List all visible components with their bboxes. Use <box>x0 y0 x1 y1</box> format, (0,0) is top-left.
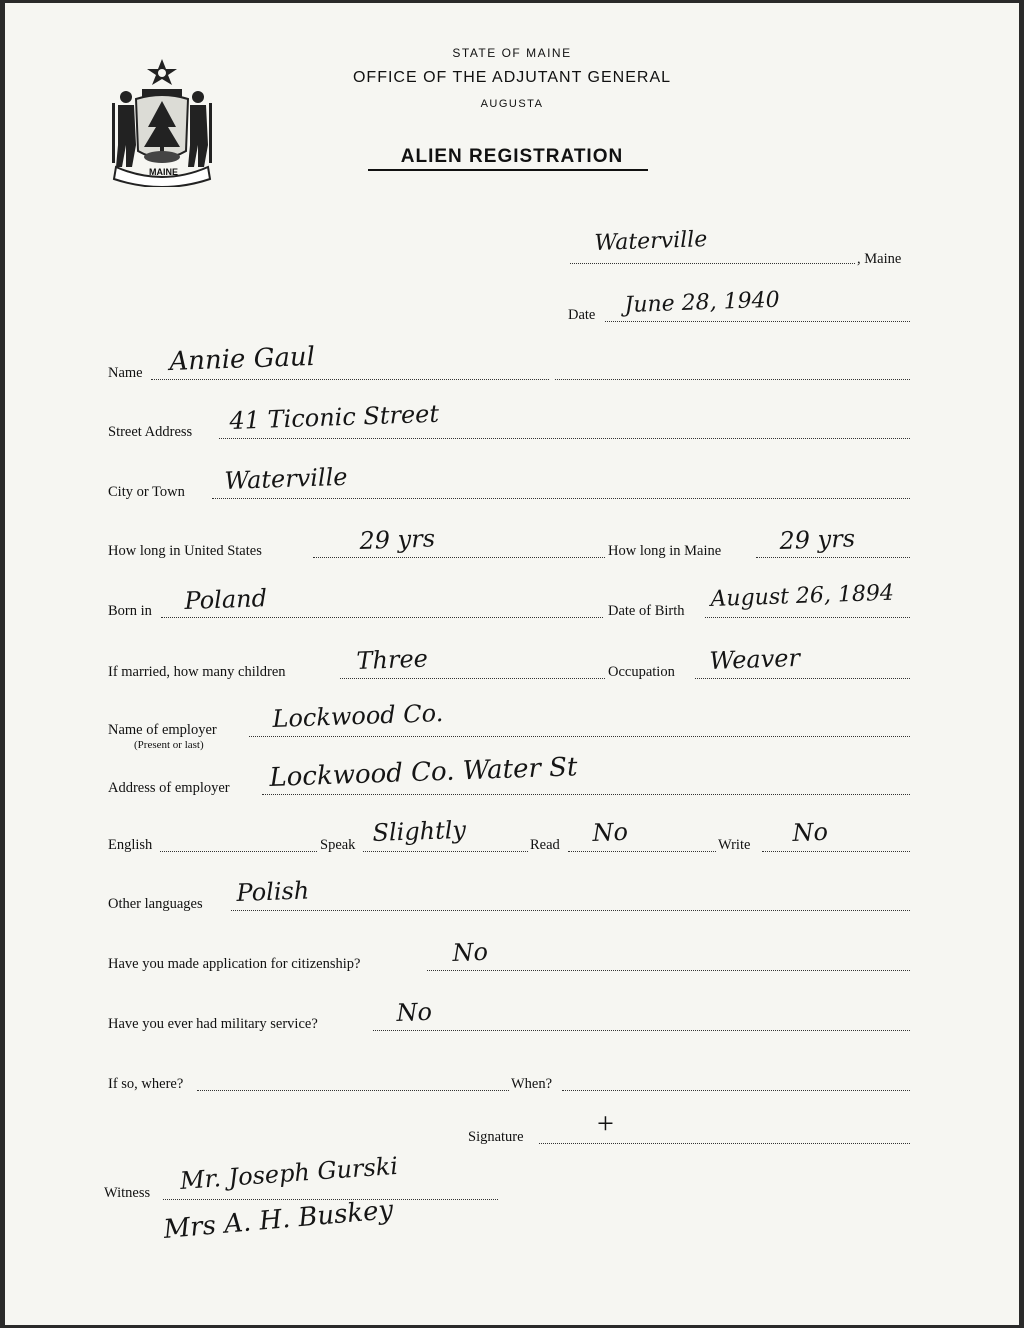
employer-address-line <box>262 794 910 795</box>
children-line <box>340 678 605 679</box>
employer-label: Name of employer <box>108 722 217 738</box>
witness-label: Witness <box>104 1185 151 1201</box>
maine-duration-field[interactable]: 29 yrs <box>779 524 856 555</box>
children-label: If married, how many children <box>108 664 286 680</box>
employer-field[interactable]: Lockwood Co. <box>272 699 444 733</box>
state-heading: STATE OF MAINE <box>452 46 572 60</box>
employer-address-label: Address of employer <box>108 780 230 796</box>
city-heading: AUGUSTA <box>480 98 544 110</box>
name-field-line <box>151 379 549 380</box>
read-label: Read <box>530 837 560 853</box>
date-field[interactable]: June 28, 1940 <box>624 287 781 318</box>
city-label: City or Town <box>108 484 185 500</box>
employer-note: (Present or last) <box>134 739 204 751</box>
street-label: Street Address <box>108 424 193 440</box>
signature-label: Signature <box>468 1129 524 1145</box>
where-line <box>197 1090 509 1091</box>
signature-mark[interactable]: + <box>597 1107 614 1140</box>
page-title: ALIEN REGISTRATION <box>400 146 624 167</box>
office-heading: OFFICE OF THE ADJUTANT GENERAL <box>352 69 672 86</box>
english-line <box>160 851 317 852</box>
born-in-line <box>161 617 603 618</box>
date-label: Date <box>568 307 596 323</box>
read-field[interactable]: No <box>592 817 629 847</box>
other-languages-field[interactable]: Polish <box>236 876 310 907</box>
town-field-line <box>570 263 855 264</box>
dob-label: Date of Birth <box>608 603 685 619</box>
write-line <box>762 851 910 852</box>
maine-duration-label: How long in Maine <box>608 543 722 559</box>
date-field-line <box>605 321 910 322</box>
citizenship-label: Have you made application for citizenship? <box>108 956 361 972</box>
name-label: Name <box>108 365 143 381</box>
read-line <box>568 851 716 852</box>
us-duration-label: How long in United States <box>108 543 262 559</box>
employer-line <box>249 736 910 737</box>
us-duration-field[interactable]: 29 yrs <box>359 524 436 555</box>
occupation-line <box>695 678 910 679</box>
military-label: Have you ever had military service? <box>108 1016 318 1032</box>
city-field[interactable]: Waterville <box>224 462 348 495</box>
english-label: English <box>108 837 153 853</box>
occupation-field[interactable]: Weaver <box>709 643 801 675</box>
witness-2-field[interactable]: Mrs A. H. Buskey <box>162 1195 395 1245</box>
write-field[interactable]: No <box>792 817 829 847</box>
street-field[interactable]: 41 Ticonic Street <box>229 399 440 435</box>
name-field-line-2 <box>555 379 910 380</box>
dob-field[interactable]: August 26, 1894 <box>710 580 895 612</box>
us-duration-line <box>313 557 605 558</box>
speak-label: Speak <box>320 837 356 853</box>
name-field[interactable]: Annie Gaul <box>168 341 316 377</box>
children-field[interactable]: Three <box>356 644 429 675</box>
speak-line <box>363 851 528 852</box>
where-label: If so, where? <box>108 1076 184 1092</box>
occupation-label: Occupation <box>608 664 675 680</box>
employer-address-field[interactable]: Lockwood Co. Water St <box>268 752 578 793</box>
military-field[interactable]: No <box>396 997 433 1027</box>
maine-duration-line <box>756 557 910 558</box>
write-label: Write <box>718 837 751 853</box>
citizenship-line <box>427 970 910 971</box>
witness-1-field[interactable]: Mr. Joseph Gurski <box>179 1151 399 1195</box>
other-languages-line <box>231 910 910 911</box>
citizenship-field[interactable]: No <box>452 937 489 967</box>
military-line <box>373 1030 910 1031</box>
when-label: When? <box>511 1076 553 1092</box>
seal-banner-text: MAINE <box>149 167 178 177</box>
dob-line <box>705 617 910 618</box>
born-in-label: Born in <box>108 603 152 619</box>
signature-line <box>539 1143 910 1144</box>
town-field[interactable]: Waterville <box>594 227 708 256</box>
when-line <box>562 1090 910 1091</box>
speak-field[interactable]: Slightly <box>372 815 467 847</box>
street-field-line <box>219 438 910 439</box>
title-underline <box>368 169 648 171</box>
born-in-field[interactable]: Poland <box>184 584 268 615</box>
registration-form <box>5 3 1019 1325</box>
maine-suffix: , Maine <box>857 251 902 267</box>
city-field-line <box>212 498 910 499</box>
other-languages-label: Other languages <box>108 896 203 912</box>
